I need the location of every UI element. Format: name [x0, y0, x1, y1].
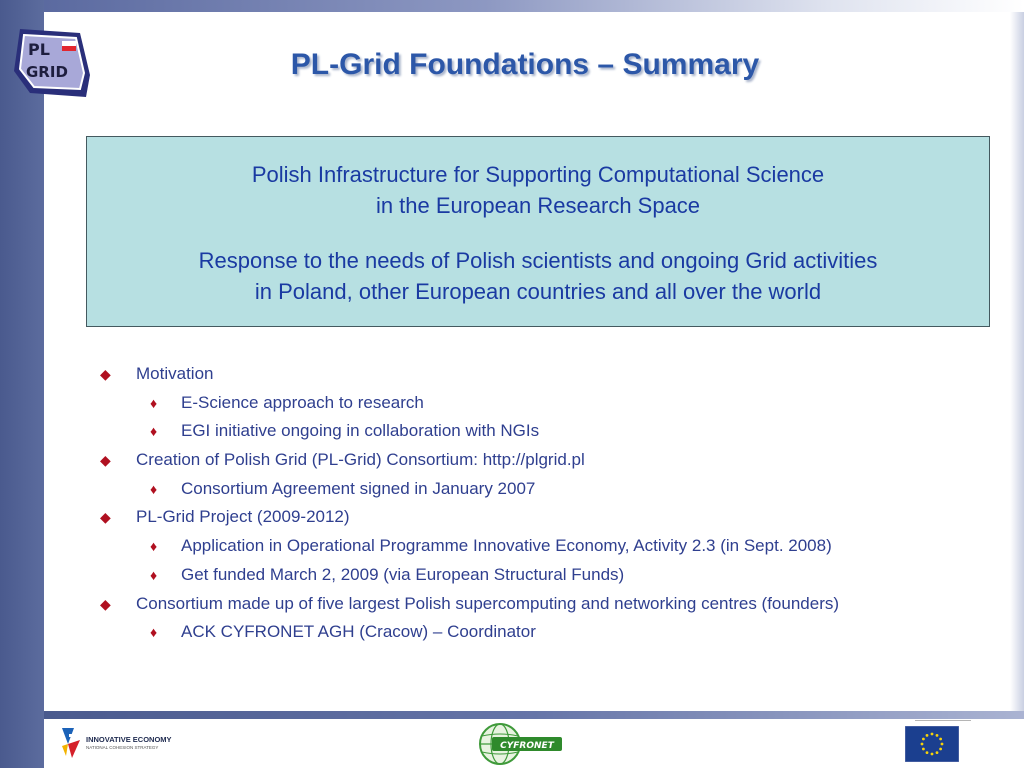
diamond-sub-bullet-icon: ♦: [150, 480, 158, 497]
eu-flag-divider: [915, 720, 971, 721]
diamond-bullet-icon: ◆: [100, 509, 111, 526]
diamond-sub-bullet-icon: ♦: [150, 423, 158, 440]
bullet-item: ◆ Consortium made up of five largest Polish supercomputing and networking centres (founders): [100, 590, 1000, 619]
bullet-item: ◆ Creation of Polish Grid (PL-Grid) Consortium: http://plgrid.pl: [100, 446, 1000, 475]
diamond-bullet-icon: ◆: [100, 452, 111, 469]
plgrid-logo: [10, 27, 94, 103]
sub-bullet-item: ♦ E-Science approach to research: [100, 389, 1000, 418]
sub-bullet-item: ♦ ACK CYFRONET AGH (Cracow) – Coordinator: [100, 618, 1000, 647]
eu-flag-icon: [905, 726, 959, 762]
top-frame-band: [44, 0, 1024, 12]
summary-line: Polish Infrastructure for Supporting Computational Science: [251, 162, 825, 187]
sub-bullet-item: ♦ Consortium Agreement signed in January 2007: [100, 475, 1000, 504]
summary-line: in the European Research Space: [375, 193, 701, 218]
summary-line: in Poland, other European countries and all over the world: [254, 279, 822, 304]
innovative-economy-logo-icon: [60, 726, 82, 760]
svg-text:CYFRONET: CYFRONET: [500, 741, 554, 751]
bullet-list: [100, 360, 1000, 647]
diamond-sub-bullet-icon: ♦: [150, 624, 158, 641]
svg-text:PL: PL: [28, 40, 50, 59]
summary-paragraph-2: [87, 245, 989, 307]
left-frame-bar: [0, 0, 44, 768]
diamond-sub-bullet-icon: ♦: [150, 538, 158, 555]
summary-line: Response to the needs of Polish scientists and ongoing Grid activities: [198, 248, 878, 273]
summary-paragraph-1: [87, 159, 989, 221]
diamond-bullet-icon: ◆: [100, 595, 111, 612]
innovative-economy-sublabel: NATIONAL COHESION STRATEGY: [86, 745, 159, 750]
sub-bullet-item: ♦ EGI initiative ongoing in collaboration with NGIs: [100, 417, 1000, 446]
svg-text:GRID: GRID: [26, 63, 68, 81]
bullet-item: ◆ Motivation: [100, 360, 1000, 389]
bottom-frame-band: [44, 711, 1024, 719]
sub-bullet-item: ♦ Application in Operational Programme Innovative Economy, Activity 2.3 (in Sept. 2008): [100, 532, 1000, 561]
right-frame-strip: [1010, 12, 1024, 712]
innovative-economy-label: INNOVATIVE ECONOMY: [86, 735, 172, 744]
bullet-item: ◆ PL-Grid Project (2009-2012): [100, 503, 1000, 532]
diamond-bullet-icon: ◆: [100, 366, 111, 382]
summary-box: [86, 136, 990, 327]
cyfronet-logo: [478, 722, 564, 766]
slide-title: PL-Grid Foundations – Summary: [290, 48, 760, 81]
sub-bullet-item: ♦ Get funded March 2, 2009 (via European Structural Funds): [100, 561, 1000, 590]
diamond-sub-bullet-icon: ♦: [150, 394, 158, 411]
diamond-sub-bullet-icon: ♦: [150, 566, 158, 583]
